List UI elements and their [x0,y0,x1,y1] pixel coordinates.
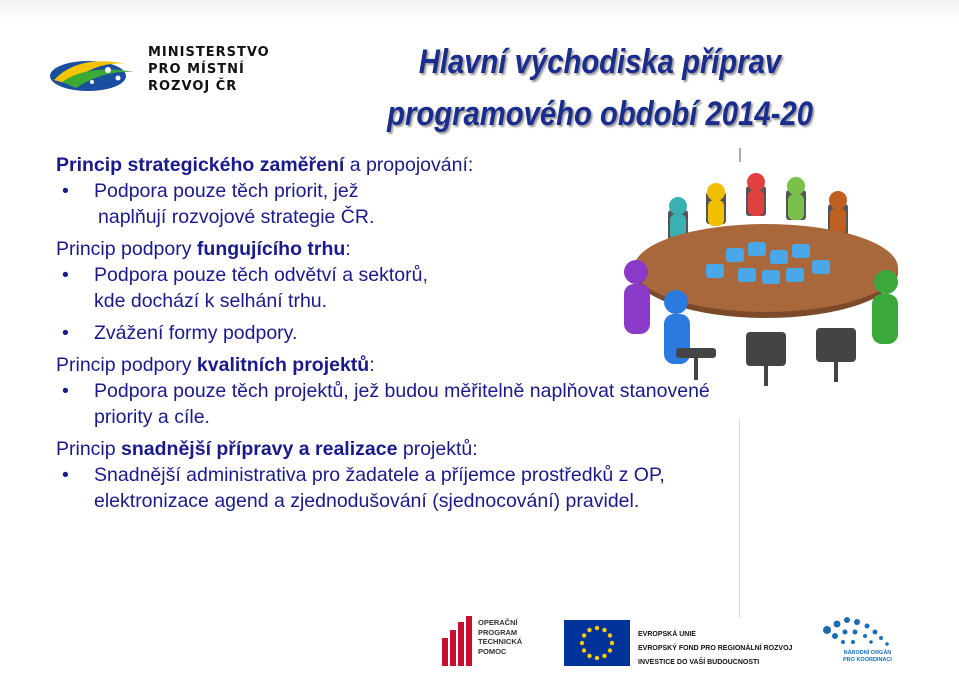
bullet-text: naplňují rozvojové strategie ČR. [98,206,375,228]
eu-logo [564,612,804,668]
eu-star-icon [582,648,586,652]
eu-star-icon [610,641,614,645]
bullet-text: Zvážení formy podpory. [94,322,298,344]
eu-star-icon [608,648,612,652]
top-bar [0,0,959,20]
heading-bold: kvalitních projektů [196,354,370,376]
bullet-text: Snadnější administrativa pro žadatele a příjemce prostředků z OP, [94,464,665,486]
bullet-text: kde dochází k selhání trhu. [94,290,328,312]
logo-line-1: MINISTERSTVO [148,45,270,60]
section-heading [56,236,876,262]
eu-star-icon [587,654,591,658]
eu-star-icon [582,633,586,637]
ministry-emblem-icon [48,50,140,96]
op-line-4: POMOC [478,646,507,656]
bullet-text: Podpora pouze těch projektů, jež budou měřitelně naplňovat stanovené [94,380,710,402]
nok-line-2: PRO KOORDINACI [843,657,892,663]
eu-flag-icon [564,620,630,666]
bullet-text: priority a cíle. [94,406,210,428]
heading-text: Princip podpory [56,354,197,376]
op-line-1: OPERAČNÍ [478,618,518,627]
op-tp-logo [440,612,550,668]
section-heading [56,152,876,178]
title-line-2: programového období 2014-20 [387,95,813,133]
bullet-item [56,262,876,314]
logo-line-3: ROZVOJ ČR [148,79,238,94]
eu-line-3: INVESTICE DO VAŠÍ BUDOUCNOSTI [638,659,760,666]
heading-text: a propojování: [344,154,474,176]
eu-line-1: EVROPSKÁ UNIE [638,631,696,638]
title-line-1: Hlavní východiska příprav [418,43,782,81]
nok-line-1: NÁRODNÍ ORGÁN [843,650,892,656]
bullet-item [56,462,876,514]
eu-star-icon [595,626,599,630]
heading-bold: snadnější přípravy a realizace [121,438,398,460]
section-heading [56,436,876,462]
heading-bold: fungujícího trhu [196,238,346,260]
eu-star-icon [595,656,599,660]
eu-star-icon [608,633,612,637]
bullet-item [56,378,876,430]
heading-text: projektů: [397,438,478,460]
eu-star-icon [580,641,584,645]
eu-star-icon [602,628,606,632]
bullet-text: elektronizace agend a zjednodušování (sjednocování) pravidel. [94,490,640,512]
heading-text: : [345,238,351,260]
op-line-2: PROGRAM [478,627,518,637]
eu-star-icon [602,654,606,658]
nok-logo [815,612,915,668]
eu-star-icon [587,628,591,632]
heading-text: Princip [56,438,122,460]
op-line-3: TECHNICKÁ [478,637,523,646]
slide-title [342,36,858,140]
heading-text: Princip podpory [56,238,197,260]
section-heading [56,352,876,378]
bullet-text: Podpora pouze těch odvětví a sektorů, [94,264,428,286]
nok-dots-icon [815,612,915,652]
ministry-logo [48,44,268,104]
heading-bold: Princip strategického zaměření [56,154,345,176]
bullet-item [56,320,876,346]
slide-body [56,152,876,514]
bullet-text: Podpora pouze těch priorit, jež [94,180,359,202]
bullet-item [56,178,876,230]
op-bars-icon [440,612,476,668]
heading-text: : [369,354,375,376]
logo-line-2: PRO MÍSTNÍ [148,62,245,77]
eu-line-2: EVROPSKÝ FOND PRO REGIONÁLNÍ ROZVOJ [638,645,793,652]
